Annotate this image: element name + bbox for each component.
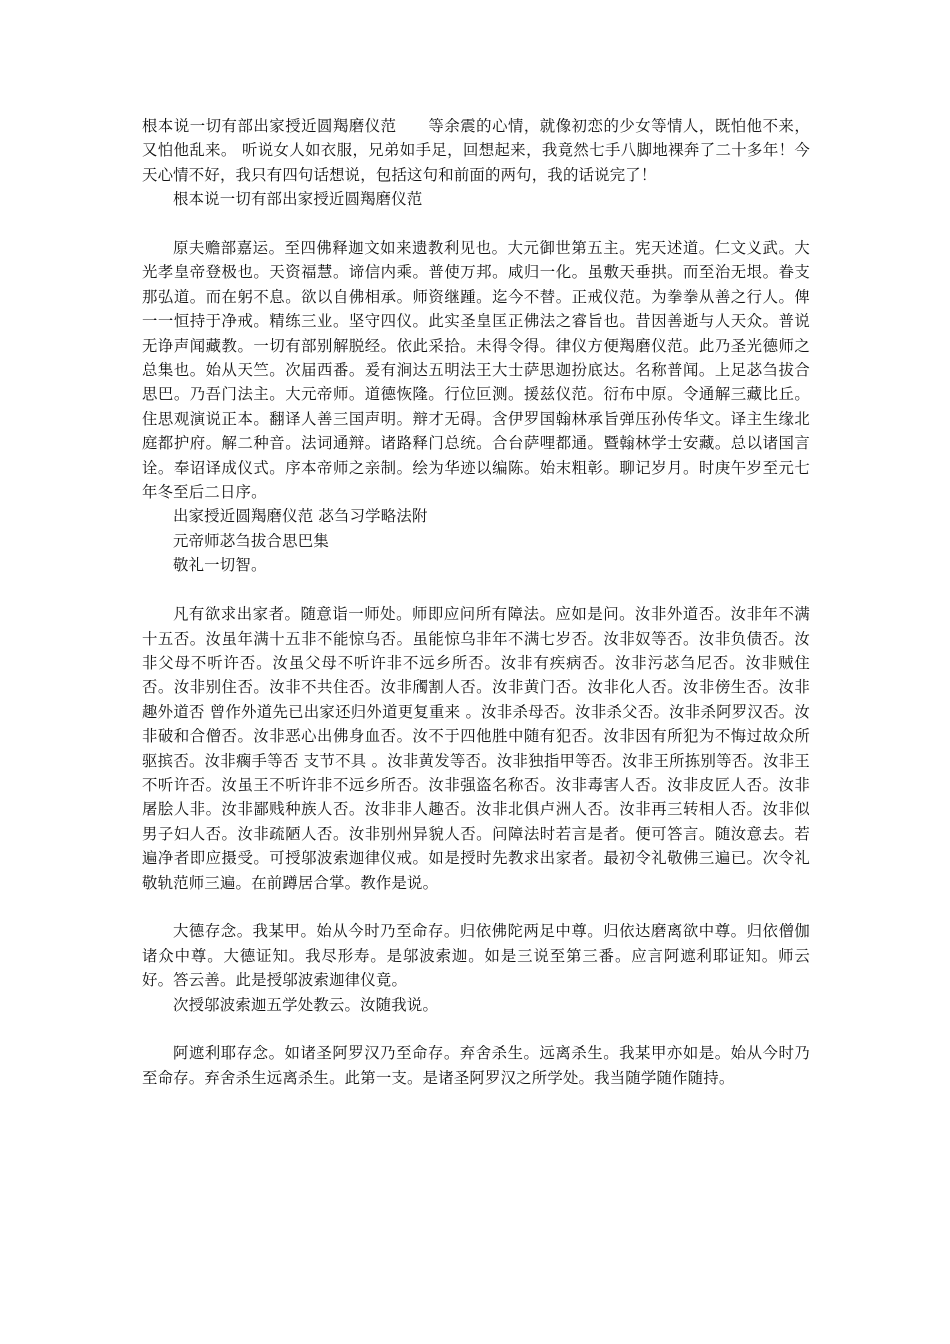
homage-line: 敬礼一切智。 [173, 556, 267, 575]
intro-paragraph: 根本说一切有部出家授近圆羯磨仪范 等余震的心情，就像初恋的少女等情人，既怕他不来，又怕他乱来。 听说女人如衣服，兄弟如手足，回想起来，我竟然七手八脚地裸奔了二十多年！今天心情不好，我只有四句话想说，包括这句和前面的两句，我的话说完了！ [142, 117, 810, 184]
preface-paragraph: 原夫赡部嘉运。至四佛释迦文如来遗教利见也。大元御世第五主。宪天述道。仁文义武。大光孝皇帝登极也。天资福慧。谛信内乘。普使万邦。咸归一化。虽敷天垂拱。而至治无垠。眷支那弘道。而在躬不息。欲以自佛相承。师资继踵。迄今不替。正戒仪范。为拳拳从善之行人。俾一一恒持于净戒。精练三业。坚守四仪。此实圣皇匡正佛法之睿旨也。昔因善逝与人天众。普说无诤声闻藏教。一切有部别解脱经。依此采拾。未得令得。律仪方便羯磨仪范。此乃圣光德师之总集也。始从天竺。次届西番。爰有涧达五明法王大士萨思迦扮底达。名称普闻。上足苾刍拔合思巴。乃吾门法主。大元帝师。道德恢隆。行位叵测。援兹仪范。衍布中原。令通解三藏比丘。住思观演说正本。翻译人善三国声明。辩才无碍。含伊罗国翰林承旨弹压孙传华文。译主生缘北庭都护府。解二种音。法词通辩。诸路释门总统。合台萨哩都通。暨翰林学士安藏。总以诸国言诠。奉诏译成仪式。序本帝师之亲制。绘为华迹以编陈。始末粗彰。聊记岁月。时庚午岁至元七年冬至后二日序。 [142, 239, 810, 502]
five-precepts-line: 次授邬波索迦五学处教云。汝随我说。 [173, 995, 439, 1014]
document-page [142, 114, 810, 1090]
refuge-paragraph: 大德存念。我某甲。始从今时乃至命存。归依佛陀两足中尊。归依达磨离欲中尊。归依僧伽诸众中尊。大德证知。我尽形寿。是邬波索迦。如是三说至第三番。应言阿遮利耶证知。师云好。答云善。此是授邬波索迦律仪竟。 [142, 922, 810, 990]
author-line: 元帝师苾刍拔合思巴集 [173, 531, 329, 550]
section-title: 出家授近圆羯磨仪范 苾刍习学略法附 [173, 507, 428, 526]
document-title: 根本说一切有部出家授近圆羯磨仪范 [173, 190, 423, 209]
first-precept-paragraph: 阿遮利耶存念。如诸圣阿罗汉乃至命存。弃舍杀生。远离杀生。我某甲亦如是。始从今时乃至命存。弃舍杀生远离杀生。此第一支。是诸圣阿罗汉之所学处。我当随学随作随持。 [142, 1044, 810, 1087]
questions-paragraph: 凡有欲求出家者。随意诣一师处。师即应问所有障法。应如是问。汝非外道否。汝非年不满十五否。汝虽年满十五非不能惊乌否。虽能惊乌非年不满七岁否。汝非奴等否。汝非负债否。汝非父母不听许否。汝虽父母不听许非不远乡所否。汝非有疾病否。汝非污苾刍尼否。汝非贼住否。汝非别住否。汝非不共住否。汝非斶割人否。汝非黄门否。汝非化人否。汝非傍生否。汝非趣外道否 曾作外道先已出家还归外道更复重来 。汝非杀母否。汝非杀父否。汝非杀阿罗汉否。汝非破和合僧否。汝非恶心出佛身血否。汝不于四他胜中随有犯否。汝非因有所犯为不悔过故众所驱摈否。汝非瘸手等否 支节不具 。汝非黄发等否。汝非独指甲等否。汝非王所拣别等否。汝非王不听许否。汝虽王不听许非不远乡所否。汝非强盗名称否。汝非毒害人否。汝非皮匠人否。汝非屠脍人非。汝非鄙贱种族人否。汝非非人趣否。汝非北俱卢洲人否。汝非再三转相人否。汝非似男子妇人否。汝非疏陋人否。汝非别州异貌人否。问障法时若言是者。便可答言。随汝意去。若遍净者即应摄受。可授邬波索迦律仪戒。如是授时先教求出家者。最初令礼敬佛三遍已。次令礼敬轨范师三遍。在前蹲居合掌。教作是说。 [142, 605, 810, 892]
